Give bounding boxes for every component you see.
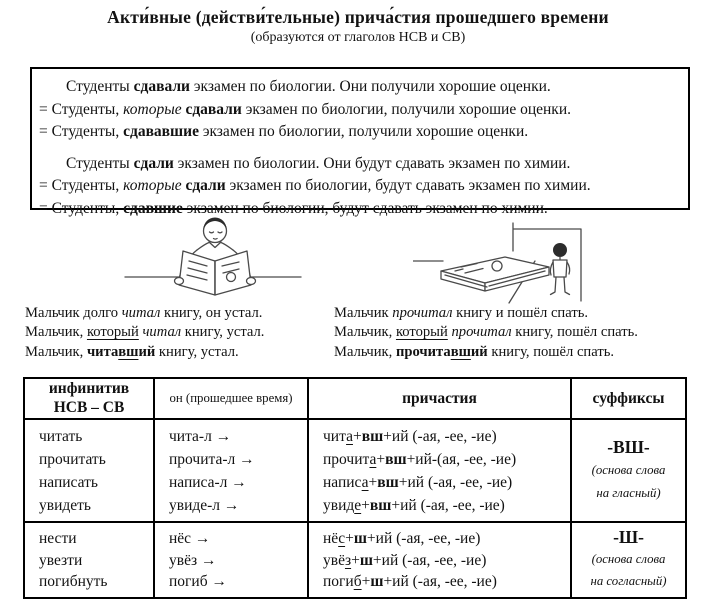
boy-leaving-illustration	[413, 217, 598, 305]
text-line: увёз →	[169, 551, 217, 569]
text-line: увиде-л →	[169, 497, 240, 514]
text-line: Мальчик, который читал книгу, устал.	[25, 324, 265, 341]
text-line: погиб →	[169, 573, 227, 590]
suffix-note	[574, 459, 683, 505]
page-title: Акти́вные (действи́тельные) прича́стия прошедшего времени	[107, 7, 609, 27]
infinitive-cell	[24, 522, 154, 598]
text-line: прочита-л →	[169, 451, 255, 468]
text-line: на гласный)	[596, 485, 661, 500]
text-line: погиб+ш+ий (-ая, -ее, -ие)	[323, 573, 497, 590]
text-line: читать	[39, 428, 83, 445]
text-line: прочита+вш+ий-(ая, -ее, -ие)	[323, 451, 517, 468]
page-subtitle: (образуются от глаголов НСВ и СВ)	[250, 30, 466, 45]
infinitive-cell	[24, 419, 154, 522]
participles-cell	[308, 419, 571, 522]
text-line: (основа слова	[591, 552, 666, 567]
text-line: нёс+ш+ий (-ая, -ее, -ие)	[323, 530, 481, 547]
text-line: чита-л →	[169, 428, 232, 445]
header-past-tense: он (прошедшее время)	[154, 378, 308, 419]
text-line: = Студенты, сдававшие экзамен по биологии, получили хорошие оценки.	[39, 123, 529, 140]
text-line: Студенты сдавали экзамен по биологии. Они получили хорошие оценки.	[66, 78, 551, 95]
text-line: увиде+вш+ий (-ая, -ее, -ие)	[323, 497, 505, 514]
text-line: Мальчик долго читал книгу, он устал.	[25, 305, 263, 321]
past-tense-cell	[154, 419, 308, 522]
text-line: Мальчик прочитал книгу и пошёл спать.	[334, 305, 589, 321]
text-line: нёс →	[169, 530, 211, 547]
text-line: погибнуть	[39, 573, 108, 590]
suffix-label: -Ш-	[613, 527, 644, 548]
text-line: прочитать	[39, 451, 106, 468]
participles-cell	[308, 522, 571, 598]
text-line: = Студенты, сдавшие экзамен по биологии, будут сдавать экзамен по химии.	[39, 199, 548, 217]
text-line: инфинитив	[48, 380, 130, 397]
text-line: нести	[39, 530, 77, 547]
table-header-row	[24, 378, 686, 419]
text-line: увезти	[39, 551, 83, 569]
suffix-note	[574, 549, 683, 592]
finished-reading-sentences	[334, 304, 638, 362]
text-line: Мальчик, читавший книгу, устал.	[25, 343, 239, 360]
header-participles: причастия	[308, 378, 571, 419]
suffix-label: -ВШ-	[607, 436, 650, 457]
past-tense-cell	[154, 522, 308, 598]
text-line: написа+вш+ий (-ая, -ее, -ие)	[323, 474, 513, 491]
text-line: написать	[39, 474, 98, 491]
text-line: (основа слова	[591, 462, 666, 477]
suffix-cell	[571, 522, 686, 598]
table-row	[24, 522, 686, 598]
boy-reading-illustration	[123, 215, 303, 301]
text-line: Мальчик, прочитавший книгу, пошёл спать.	[334, 343, 615, 360]
suffix-cell	[571, 419, 686, 522]
text-line: НСВ – СВ	[53, 398, 125, 416]
example-box	[30, 67, 690, 217]
header-infinitive	[24, 378, 154, 419]
text-line: Мальчик, который прочитал книгу, пошёл спать.	[334, 324, 638, 341]
reading-sentences	[25, 304, 264, 362]
text-line: Студенты сдали экзамен по биологии. Они будут сдавать экзамен по химии.	[66, 154, 571, 172]
text-line: увидеть	[39, 497, 91, 514]
text-line: увёз+ш+ий (-ая, -ее, -ие)	[323, 551, 487, 569]
text-line: = Студенты, которые сдавали экзамен по биологии, получили хорошие оценки.	[39, 100, 571, 118]
text-line: на согласный)	[590, 573, 667, 588]
participle-formation-table	[23, 377, 687, 599]
text-line: написа-л →	[169, 474, 247, 491]
text-line: чита+вш+ий (-ая, -ее, -ие)	[323, 428, 497, 445]
text-line: = Студенты, которые сдали экзамен по биологии, будут сдавать экзамен по химии.	[39, 177, 591, 194]
header-suffixes: суффиксы	[571, 378, 686, 419]
table-row	[24, 419, 686, 522]
